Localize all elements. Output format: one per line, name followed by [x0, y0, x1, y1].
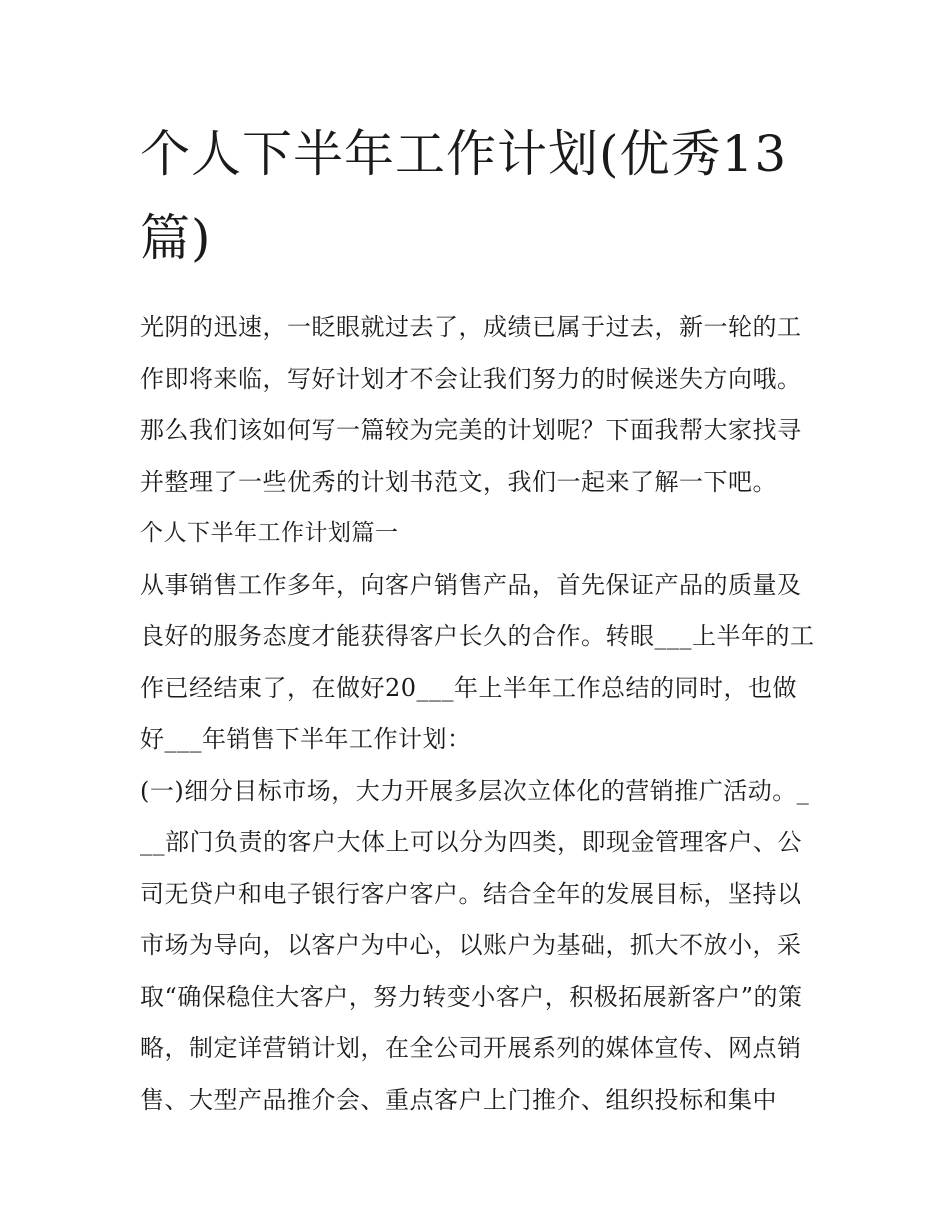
- document-body: [140, 302, 820, 1126]
- intro-paragraph: 光阴的迅速，一眨眼就过去了，成绩已属于过去，新一轮的工作即将来临，写好计划才不会让我们努力的时候迷失方向哦。那么我们该如何写一篇较为完美的计划呢？下面我帮大家找寻并整理了一些优秀的计划书范文，我们一起来了解一下吧。: [140, 313, 802, 496]
- section-heading: 个人下半年工作计划篇一: [140, 520, 399, 546]
- document-page: [140, 112, 820, 1126]
- body-paragraph-2: (一)细分目标市场，大力开展多层次立体化的营销推广活动。___部门负责的客户大体上可以分为四类，即现金管理客户、公司无贷户和电子银行客户客户。结合全年的发展目标，坚持以市场为导向，以客户为中心，以账户为基础，抓大不放小，采取“确保稳住大客户，努力转变小客户，积极拓展新客户”的策略，制定详营销计划，在全公司开展系列的媒体宣传、网点销售、大型产品推介会、重点客户上门推介、组织投标和集中: [140, 776, 810, 1114]
- document-title: 个人下半年工作计划(优秀13篇): [140, 125, 788, 267]
- body-paragraph-1: 从事销售工作多年，向客户销售产品，首先保证产品的质量及良好的服务态度才能获得客户长久的合作。转眼___上半年的工作已经结束了，在做好20___年上半年工作总结的同时，也做好___年销售下半年工作计划：: [140, 570, 815, 753]
